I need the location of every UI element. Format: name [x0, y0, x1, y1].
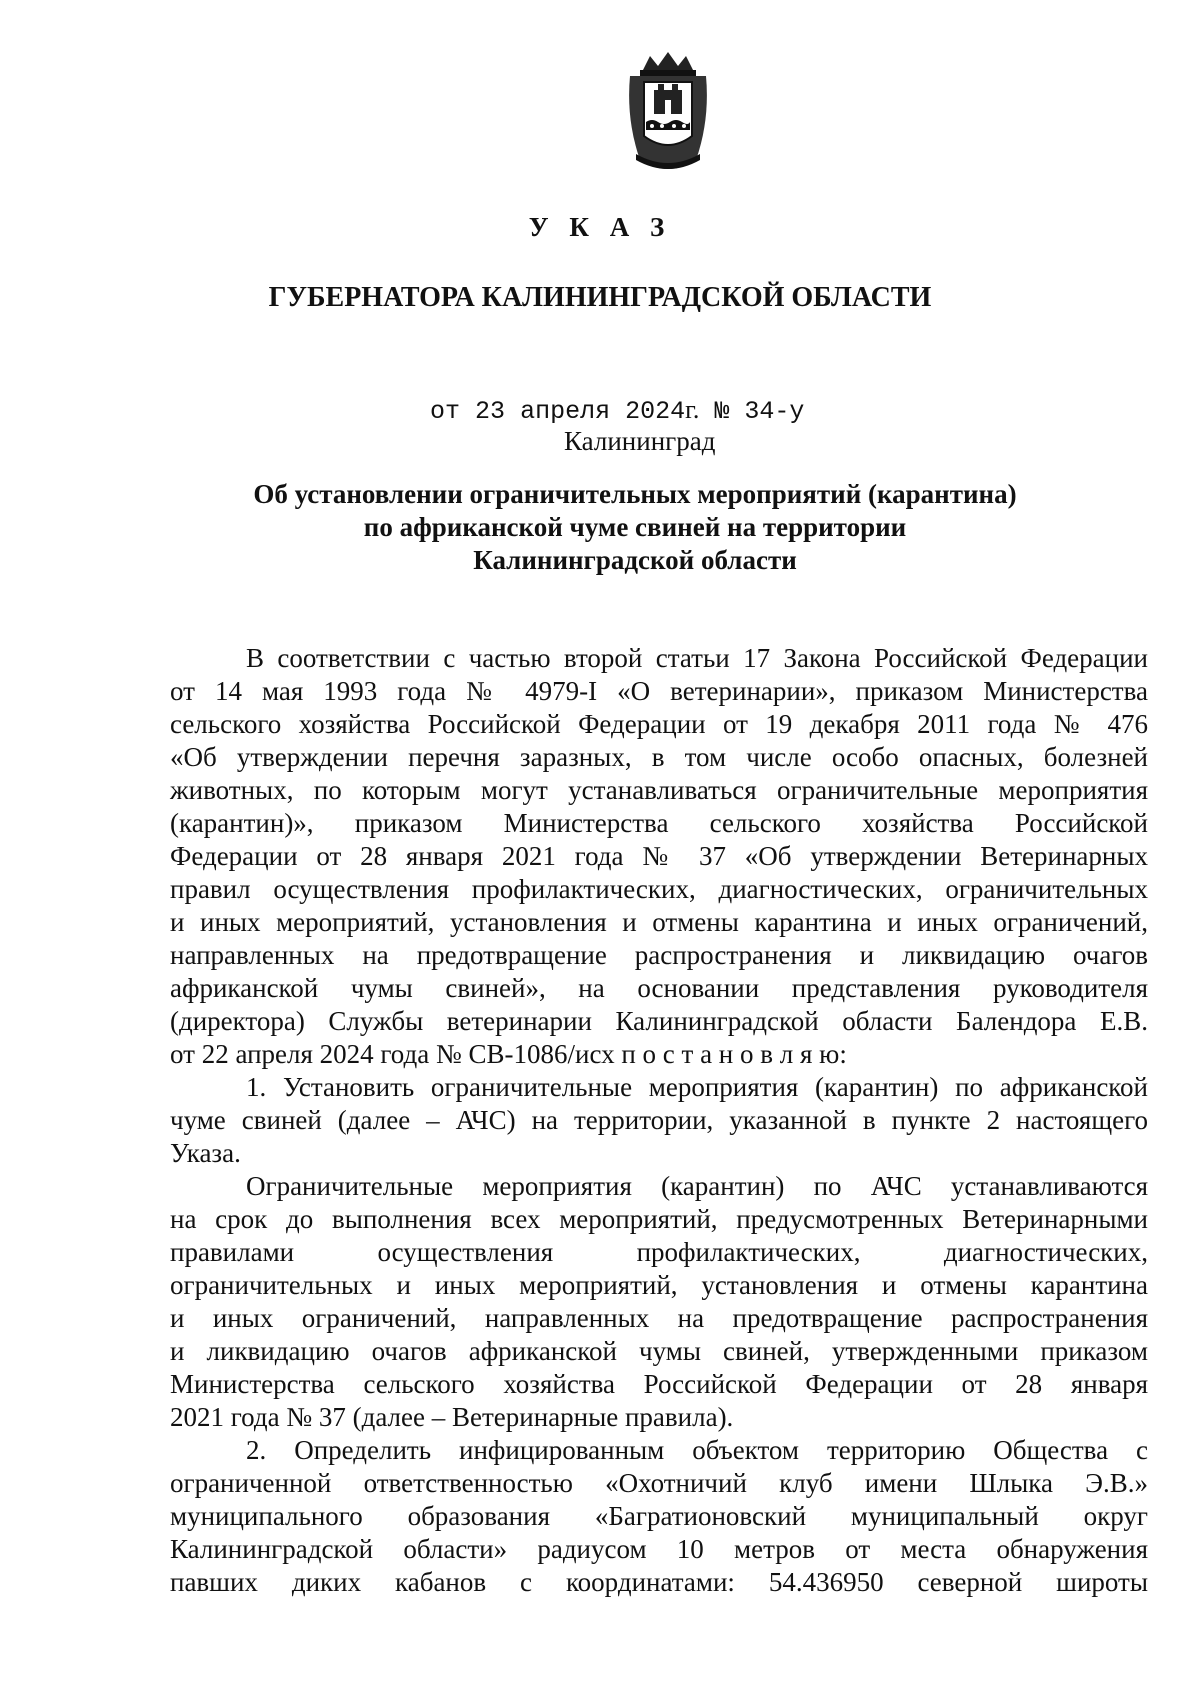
body-line: и иных ограничений, направленных на предотвращение распространения — [170, 1303, 1148, 1333]
date-year: 2024 — [625, 397, 686, 426]
date-day: 23 — [475, 397, 506, 426]
body-line: ограничительных и иных мероприятий, установления и отмены карантина — [170, 1270, 1148, 1300]
body-line: правил осуществления профилактических, диагностических, ограничительных — [170, 874, 1148, 904]
date-month: апреля — [520, 397, 611, 426]
issuer-title: ГУБЕРНАТОРА КАЛИНИНГРАДСКОЙ ОБЛАСТИ — [268, 282, 932, 313]
body-line: от 22 апреля 2024 года № СВ-1086/исх п о с т а н о в л я ю: — [170, 1039, 847, 1069]
body-line: муниципального образования «Багратионовский муниципальный округ — [170, 1501, 1148, 1531]
body-line: Калининградской области» радиусом 10 метров от места обнаружения — [170, 1534, 1148, 1564]
body-line: и ликвидацию очагов африканской чумы свиней, утвержденными приказом — [170, 1336, 1148, 1366]
date-prefix: от — [430, 397, 461, 426]
body-line: чуме свиней (далее – АЧС) на территории, указанной в пункте 2 настоящего — [170, 1105, 1148, 1135]
body-line: Ограничительные мероприятия (карантин) по АЧС устанавливаются — [246, 1171, 1148, 1201]
body-line: направленных на предотвращение распространения и ликвидацию очагов — [170, 940, 1148, 970]
subject-line: Об установлении ограничительных мероприятий (карантина) — [253, 479, 1017, 509]
body-line: ограниченной ответственностью «Охотничий клуб имени Шлыка Э.В.» — [170, 1468, 1148, 1498]
body-line: сельского хозяйства Российской Федерации от 19 декабря 2011 года № 476 — [170, 709, 1148, 739]
date-year-suffix: г. — [685, 395, 700, 424]
document-type-title: У К А З — [528, 212, 672, 242]
document-body — [170, 642, 1148, 1599]
body-line: Министерства сельского хозяйства Российской Федерации от 28 января — [170, 1369, 1148, 1399]
body-line: Федерации от 28 января 2021 года № 37 «Об утверждении Ветеринарных — [170, 841, 1148, 871]
body-line: «Об утверждении перечня заразных, в том числе особо опасных, болезней — [170, 742, 1148, 772]
body-line: Указа. — [170, 1138, 241, 1168]
body-line: и иных мероприятий, установления и отмены карантина и иных ограничений, — [170, 907, 1148, 937]
body-line: 2. Определить инфицированным объектом территорию Общества с — [246, 1435, 1148, 1465]
body-line: африканской чумы свиней», на основании представления руководителя — [170, 973, 1148, 1003]
body-line: В соответствии с частью второй статьи 17 Закона Российской Федерации — [246, 643, 1148, 673]
subject-line: по африканской чуме свиней на территории — [363, 512, 907, 542]
place-of-issue: Калининград — [564, 426, 716, 456]
document-subject — [0, 478, 1200, 577]
body-line: на срок до выполнения всех мероприятий, предусмотренных Ветеринарными — [170, 1204, 1148, 1234]
document-number: № 34-у — [714, 397, 805, 426]
coat-of-arms-icon — [620, 50, 716, 175]
body-line: 2021 года № 37 (далее – Ветеринарные правила). — [170, 1402, 734, 1432]
subject-line: Калининградской области — [473, 545, 797, 575]
body-line: животных, по которым могут устанавливаться ограничительные мероприятия — [170, 775, 1148, 805]
date-number-line — [430, 395, 804, 426]
body-line: павших диких кабанов с координатами: 54.436950 северной широты — [170, 1567, 1148, 1597]
body-line: (директора) Службы ветеринарии Калининградской области Балендора Е.В. — [170, 1006, 1148, 1036]
body-line: от 14 мая 1993 года № 4979-I «О ветеринарии», приказом Министерства — [170, 676, 1148, 706]
body-line: 1. Установить ограничительные мероприятия (карантин) по африканской — [246, 1072, 1148, 1102]
body-line: (карантин)», приказом Министерства сельского хозяйства Российской — [170, 808, 1148, 838]
body-line: правилами осуществления профилактических, диагностических, — [170, 1237, 1148, 1267]
